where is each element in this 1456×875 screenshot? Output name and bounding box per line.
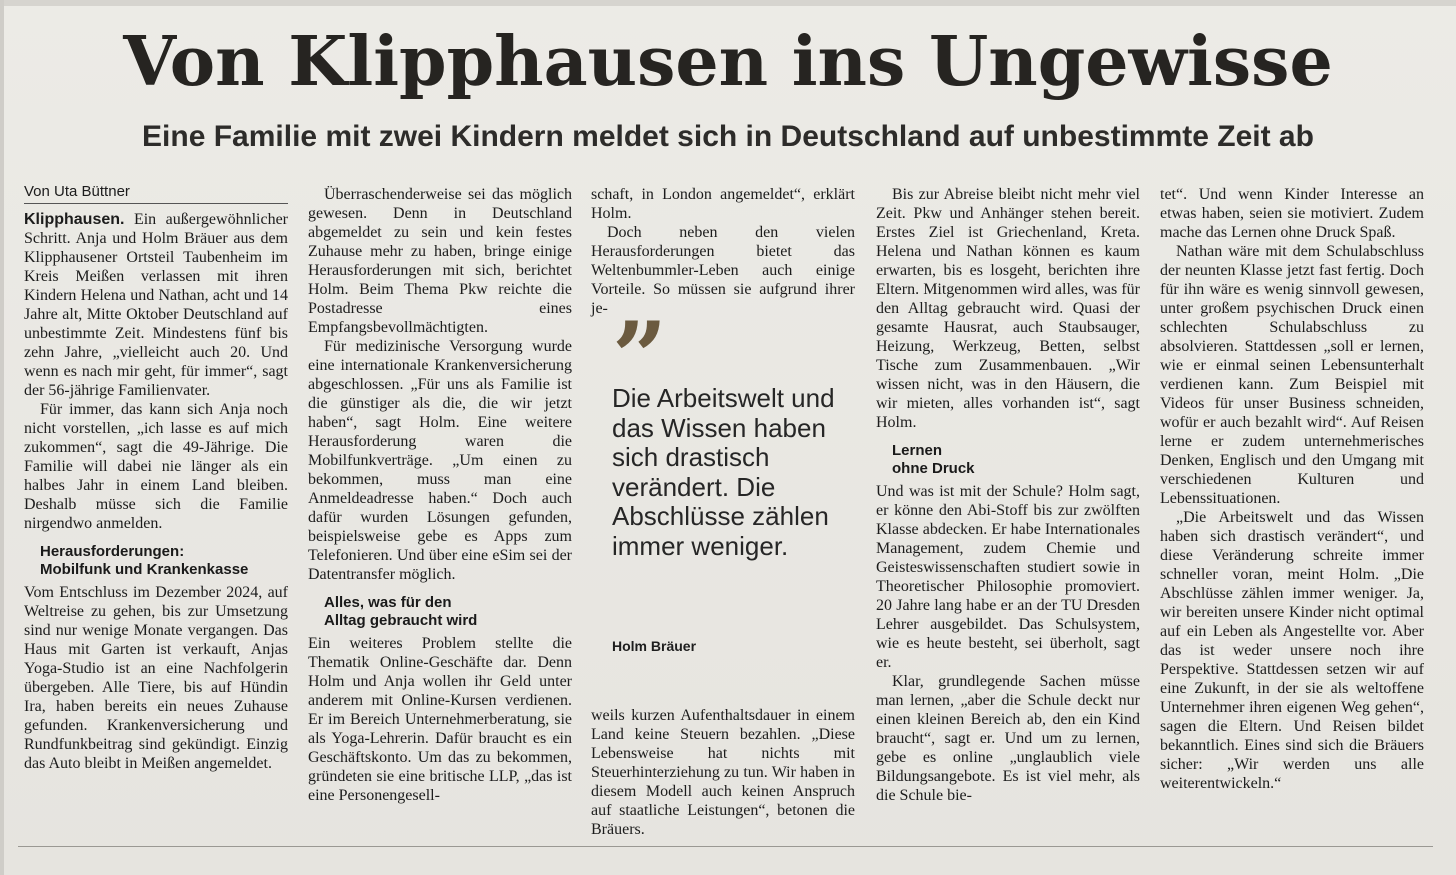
col4-paragraph-2: Und was ist mit der Schule? Holm sagt, er könne den Abi-Stoff bis zur zwölften Klasse abdecken. Er habe Internationales Management, zudem Chemie und Geisteswissenschaften studiert sowie in Theoretischer Philosophie promoviert. 20 Jahre lang habe er an der TU Dresden Lehrer ausgebildet. Das Schulsystem, wie es heute besteht, sei überholt, sagt er.: [876, 483, 1140, 671]
quote-mark-icon: ”: [612, 301, 668, 414]
page-edge-top: [0, 0, 1456, 6]
subheading-learning: [892, 442, 1140, 478]
col3-paragraph-1: schaft, in London angemeldet“, erklärt Holm.: [591, 186, 855, 222]
col3-paragraph-2: Doch neben den vielen Herausforderungen bietet das Weltenbummler-Leben auch einige Vorteile. So müssen sie aufgrund ihrer je-: [591, 224, 855, 317]
column-5: [1160, 185, 1424, 793]
col4-paragraph-1: Bis zur Abreise bleibt nicht mehr viel Zeit. Pkw und Anhänger stehen bereit. Erstes Ziel ist Griechenland, Kreta. Helena und Nathan können es kaum erwarten, bis es losgeht, berichten ihre Eltern. Mitgenommen wird alles, was für den Alltag gebraucht wird. Quasi der gesamte Hausrat, auch Staubsauger, Heizung, Werkzeug, Betten, selbst Tische zum Zusammenbauen. „Wir wissen nicht, was in den Häusern, die wir mieten, alles vorhanden ist“, sagt Holm.: [876, 186, 1140, 431]
col2-paragraph-1: Überraschenderweise sei das möglich gewesen. Denn in Deutschland abgemeldet zu sein und kein festes Zuhause mehr zu haben, bringe einige Herausforderungen mit sich, berichtet Holm. Beim Thema Pkw reichte die Postadresse eines Empfangsbevollmächtigten.: [308, 186, 572, 336]
column-3-bottom: [591, 706, 855, 839]
headline: Von Klipphausen ins Ungewisse: [123, 22, 1333, 102]
subheading-learning-line2: ohne Druck: [892, 460, 975, 477]
column-3-top: [591, 185, 855, 318]
col4-paragraph-3: Klar, grundlegende Sachen müsse man lernen, „aber die Schule deckt nur einen kleinen Bereich ab, den ein Kind braucht“, sagt er. Und um zu lernen, gebe es online „unglaublich viele Bildungsangebote. Es ist viel mehr, als die Schule bie-: [876, 673, 1140, 804]
col5-paragraph-1: tet“. Und wenn Kinder Interesse an etwas haben, seien sie motiviert. Zudem mache das Lernen ohne Druck Spaß.: [1160, 186, 1424, 241]
col1-paragraph-3: Vom Entschluss im Dezember 2024, auf Weltreise zu gehen, bis zur Umsetzung sind nur wenige Monate vergangen. Das Haus mit Garten ist verkauft, Anjas Yoga-Studio ist an eine Nachfolgerin übergeben. Alle Tiere, bis auf Hündin Ira, haben bereits ein neues Zuhause gefunden. Krankenversicherung und Rundfunkbeitrag sind gekündigt. Einzig das Auto bleibt in Meißen angemeldet.: [24, 584, 288, 772]
byline: Von Uta Büttner: [24, 183, 288, 204]
subheading-everyday: [324, 594, 572, 630]
column-4: [876, 185, 1140, 805]
col5-paragraph-3: „Die Arbeitswelt und das Wissen haben sich drastisch verändert“, und diese Veränderung schreite immer schneller voran, meint Holm. „Die Abschlüsse zählen immer weniger. Ja, wir bereiten unsere Kinder nicht optimal auf ein Leben als Angestellte vor. Aber das ist weder unsere noch ihre Perspektive. Stattdessen setzen wir auf eine Zukunft, in der sie als weltoffene Unternehmer ihren eigenen Weg gehen“, sagen die Eltern. Und Reisen bildet bekanntlich. Eines sind sich die Bräuers sicher: „Wir werden uns alle weiterentwickeln.“: [1160, 509, 1424, 792]
dateline: Klipphausen.: [24, 211, 125, 228]
col5-paragraph-2: Nathan wäre mit dem Schulabschluss der neunten Klasse jetzt fast fertig. Doch für ihn wäre es wenig sinnvoll gewesen, unter großem psychischen Druck einen schlechten Schulabschluss zu absolvieren. Stattdessen „soll er lernen, wie er einmal seinen Lebensunterhalt verdienen kann. Zum Beispiel mit Videos für unser Business schneiden, wofür er auch bezahlt wird“. Auf Reisen lerne er zudem unternehmerisches Denken, Englisch und den Umgang mit verschiedenen Kulturen und Lebenssituationen.: [1160, 243, 1424, 507]
column-1: [24, 183, 288, 773]
col1-paragraph-2: Für immer, das kann sich Anja noch nicht vorstellen, „ich lasse es auf mich zukommen“, sagt die 49-Jährige. Die Familie will dabei nie länger als ein halbes Jahr in einem Land bleiben. Deshalb müsse sich die Familie nirgendwo anmelden.: [24, 401, 288, 532]
column-2: [308, 185, 572, 805]
subheading-learning-line1: Lernen: [892, 442, 943, 459]
pull-quote-text: Die Arbeitswelt und das Wissen haben sich drastisch verändert. Die Abschlüsse zählen immer weniger.: [612, 383, 835, 561]
subheading-everyday-line1: Alles, was für den: [324, 594, 452, 611]
subheading-challenges-line1: Herausforderungen:: [40, 543, 185, 560]
col1-p1-text: Ein außergewöhnlicher Schritt. Anja und Holm Bräuer aus dem Klipphausener Ortsteil Taubenheim im Kreis Meißen verlassen mit ihren Kindern Helena und Nathan, acht und 14 Jahre alt, Mitte Oktober Deutschland auf unbestimmte Zeit. Mindestens fünf bis zehn Jahre, „vielleicht auch 20. Und wenn es nach mir geht, für immer“, sagt der 56-jährige Familienvater.: [24, 211, 288, 399]
subheading-challenges: [40, 543, 288, 579]
col2-paragraph-3: Ein weiteres Problem stellte die Thematik Online-Geschäfte dar. Denn Holm und Anja wollen ihr Geld unter anderem mit Online-Kursen verdienen. Er im Bereich Unternehmerberatung, sie als Yoga-Lehrerin. Dafür braucht es ein Geschäftskonto. Um das zu bekommen, gründeten sie eine britische LLP, „das ist eine Personengesell-: [308, 635, 572, 804]
col3-paragraph-3: weils kurzen Aufenthaltsdauer in einem Land keine Steuern bezahlen. „Diese Lebensweise hat nichts mit Steuerhinterziehung zu tun. Wir haben in diesem Modell auch keinen Anspruch auf staatliche Leistungen“, betonen die Bräuers.: [591, 707, 855, 838]
pull-quote-author: Holm Bräuer: [612, 638, 697, 654]
subheading-everyday-line2: Alltag gebraucht wird: [324, 612, 478, 629]
bottom-rule: [18, 846, 1433, 847]
subheadline: Eine Familie mit zwei Kindern meldet sich in Deutschland auf unbestimmte Zeit ab: [142, 120, 1314, 153]
subheading-challenges-line2: Mobilfunk und Krankenkasse: [40, 561, 249, 578]
col1-paragraph-1: [24, 210, 288, 400]
col2-paragraph-2: Für medizinische Versorgung wurde eine internationale Krankenversicherung abgeschlossen. „Für uns als Familie ist die günstiger als die, die wir jetzt haben“, sagt Holm. Eine weitere Herausforderung waren die Mobilfunkverträge. „Um einen zu bekommen, muss man eine Anmeldeadresse haben.“ Doch auch dafür wurden Lösungen gefunden, beispielsweise gebe es Apps zum Telefonieren. Und über eine eSim sei der Datentransfer möglich.: [308, 338, 572, 583]
